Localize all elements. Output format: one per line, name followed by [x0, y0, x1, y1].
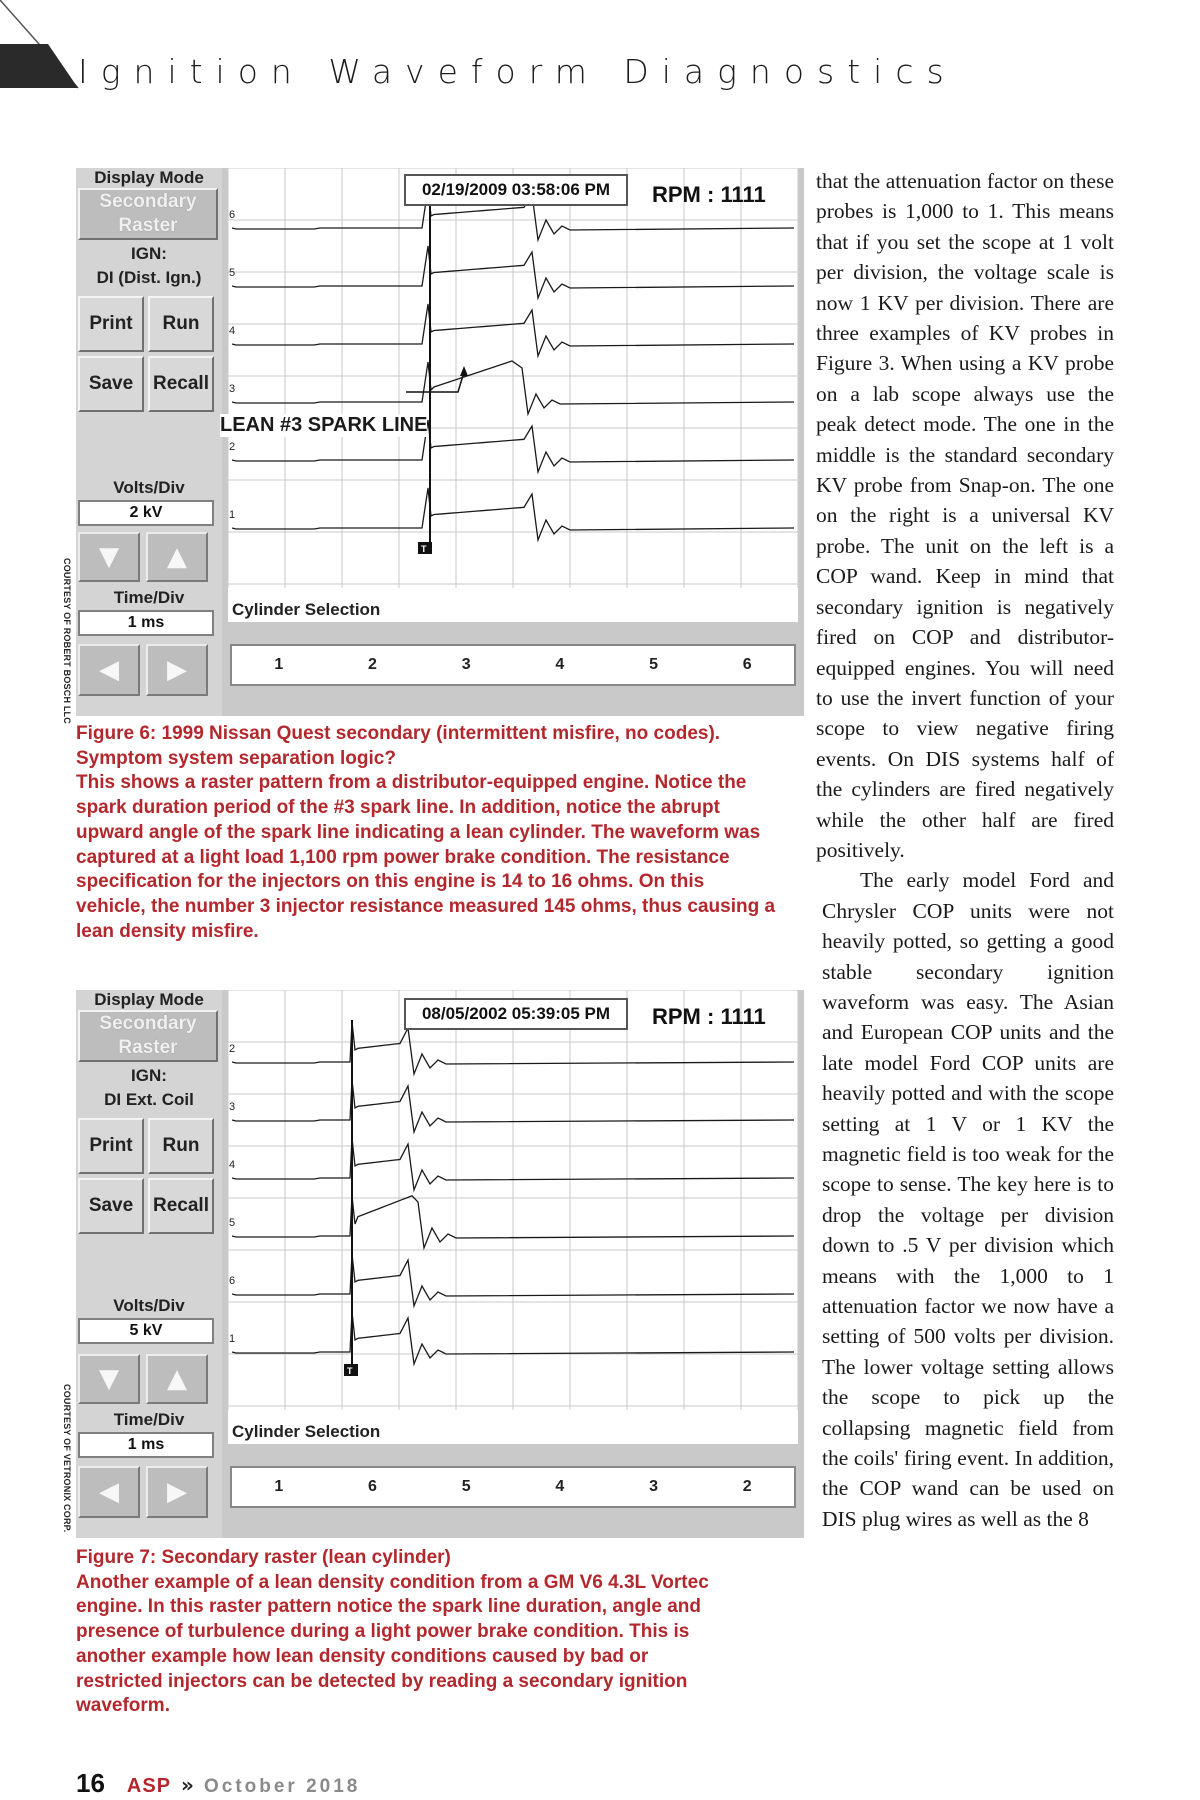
page-footer	[76, 1768, 360, 1799]
figure6-left-arrow-icon: ◀	[99, 655, 119, 685]
figure6-mode-line1: Secondary	[99, 191, 197, 212]
figure7-up-arrow-icon: ▲	[167, 1364, 187, 1394]
figure7-volts-div-label: Volts/Div	[113, 1296, 185, 1315]
figure7-cyl-1[interactable]: 1	[274, 1478, 284, 1495]
figure7-trace-label: 5	[229, 1217, 236, 1229]
figure7-time-left-button[interactable]	[78, 1466, 140, 1518]
figure7-caption	[76, 1546, 716, 1719]
figure6-trace-label: 2	[229, 441, 236, 453]
figure6-time-right-button[interactable]	[146, 644, 208, 696]
body-text-column	[816, 166, 1114, 1534]
figure7-scope-screen	[228, 990, 798, 1444]
figure6-time-div-label: Time/Div	[113, 588, 185, 607]
figure7-mode-line1: Secondary	[99, 1013, 197, 1034]
figure6-print-button[interactable]: Print	[78, 296, 144, 352]
figure6-cyl-5[interactable]: 5	[649, 656, 658, 673]
figure6-trace-label: 1	[229, 509, 236, 521]
figure7-print-button[interactable]: Print	[78, 1118, 144, 1174]
figure6-display-mode-label: Display Mode	[94, 168, 204, 187]
figure7-waveform-svg	[228, 990, 798, 1444]
figure7-cyl-5[interactable]: 5	[461, 1478, 471, 1495]
figure6-time-div-value[interactable]: 1 ms	[78, 610, 214, 636]
figure7-volts-down-button[interactable]	[78, 1354, 140, 1404]
figure6-control-panel	[76, 168, 222, 716]
figure6-trigger-label: T	[421, 544, 427, 554]
figure6-caption-body: This shows a raster pattern from a distributor-equipped engine. Notice the spark duration period of the #3 spark line. In addition, notice the abrupt upward angle of the spark line indicating a lean cylinder. The waveform was captured at a light load 1,100 rpm power brake condition. The resistance specification for the injectors on this engine is 14 to 16 ohms. On this vehicle, the number 3 injector resistance measured 145 ohms, thus causing a lean density misfire.	[76, 772, 776, 942]
figure7-save-button[interactable]: Save	[78, 1178, 144, 1234]
body-paragraph-1: that the attenuation factor on these probes is 1,000 to 1. This means that if you set the scope at 1 volt per division, the voltage scale is now 1 KV per division. There are three examples of KV probes in Figure 3. When using a KV probe on a lab scope always use the peak detect mode. The one in the middle is the standard secondary KV probe from Snap-on. The one on the right is a universal KV probe. The unit on the left is a COP wand. Keep in mind that secondary ignition is negatively fired on COP and distributor-equipped engines. You will need to use the invert function of your scope to view negative firing events. On DIS systems half of the cylinders are fired negatively while the other half are fired positively.	[816, 169, 1114, 862]
figure6-right-arrow-icon: ▶	[167, 655, 187, 685]
figure6-ign-label: IGN:	[131, 244, 167, 263]
figure6-trace-label: 3	[229, 383, 236, 395]
figure6-image	[76, 168, 804, 716]
figure6-up-arrow-icon: ▲	[167, 542, 187, 572]
figure7-cyl-3[interactable]: 3	[649, 1478, 658, 1495]
figure6-time-left-button[interactable]	[78, 644, 140, 696]
figure6-cyl-2[interactable]: 2	[368, 656, 377, 673]
figure6-annotation-arrow	[406, 372, 464, 392]
figure7-cylinder-bar[interactable]	[230, 1466, 796, 1508]
figure7-down-arrow-icon: ▼	[99, 1364, 119, 1394]
figure6-lean-spark-annotation: LEAN #3 SPARK LINE	[220, 414, 428, 436]
figure7-ign-value: DI Ext. Coil	[104, 1090, 194, 1109]
figure7-trace-label: 3	[229, 1101, 236, 1113]
running-header-title: Ignition Waveform Diagnostics	[78, 52, 957, 91]
figure6-volts-div-label: Volts/Div	[113, 478, 185, 497]
body-paragraph-2: The early model Ford and Chrysler COP units were not heavily potted, so getting a good stable secondary ignition waveform was easy. The Asian and European COP units and the late model Ford COP units are heavily potted and with the scope setting at 1 V or 1 KV the magnetic field is too weak for the scope to sense. The key here is to drop the voltage per division down to .5 V per division which means with the 1,000 to 1 attenuation factor we now have a setting of 500 volts per division. The lower voltage setting allows the scope to pick up the collapsing magnetic field from the coils' firing event. In addition, the COP wand can be used on DIS plug wires as well as the 8	[822, 868, 1114, 1531]
figure7-ign-label: IGN:	[131, 1066, 167, 1085]
figure7-volts-div-value[interactable]: 5 kV	[78, 1318, 214, 1344]
figure6-volts-up-button[interactable]	[146, 532, 208, 582]
figure7-cyl-2[interactable]: 2	[742, 1478, 752, 1495]
figure7-display-mode-button[interactable]	[78, 1010, 218, 1062]
figure7-time-div-value[interactable]: 1 ms	[78, 1432, 214, 1458]
figure7-cylinder-selection-label: Cylinder Selection	[232, 1422, 381, 1441]
figure6-trace-label: 4	[229, 325, 236, 337]
figure6-run-button[interactable]: Run	[148, 296, 214, 352]
figure6-trace-label: 5	[229, 267, 236, 279]
footer-separator-icon: »	[181, 1773, 194, 1797]
figure6-courtesy-credit: COURTESY OF ROBERT BOSCH LLC	[62, 558, 72, 724]
figure6-recall-button[interactable]: Recall	[148, 356, 214, 412]
figure6-volts-down-button[interactable]	[78, 532, 140, 582]
figure7-left-arrow-icon: ◀	[99, 1477, 119, 1507]
figure6-down-arrow-icon: ▼	[99, 542, 119, 572]
magazine-name: ASP	[126, 1775, 172, 1797]
figure6-rpm-readout: RPM : 1111	[652, 182, 766, 207]
figure6-mode-line2: Raster	[118, 215, 178, 236]
figure6-cyl-6[interactable]: 6	[742, 656, 752, 673]
figure7-display-mode-label: Display Mode	[94, 990, 204, 1009]
figure7-caption-title: Figure 7: Secondary raster (lean cylinder)	[76, 1547, 451, 1568]
figure7-rpm-readout: RPM : 1111	[652, 1004, 766, 1029]
figure7-time-div-label: Time/Div	[113, 1410, 185, 1429]
figure6-cylinder-bar[interactable]	[230, 644, 796, 686]
figure6-display-mode-button[interactable]	[78, 188, 218, 240]
figure6-cyl-3[interactable]: 3	[461, 656, 471, 673]
figure7-run-button[interactable]: Run	[148, 1118, 214, 1174]
figure6-arrow-head-icon	[460, 366, 468, 376]
figure6-ign-value: DI (Dist. Ign.)	[96, 268, 202, 287]
page-number: 16	[76, 1768, 105, 1798]
figure7-control-panel	[76, 990, 222, 1538]
figure6-volts-div-value[interactable]: 2 kV	[78, 500, 214, 526]
figure7-trace-label: 6	[229, 1275, 236, 1287]
figure6-caption	[76, 722, 776, 944]
figure7-caption-body: Another example of a lean density condition from a GM V6 4.3L Vortec engine. In this raster pattern notice the spark line duration, angle and presence of turbulence during a light power brake condition. This is another example how lean density conditions caused by bad or restricted injectors can be detected by reading a secondary ignition waveform.	[76, 1571, 709, 1717]
figure7-recall-button[interactable]: Recall	[148, 1178, 214, 1234]
figure6-cyl-1[interactable]: 1	[274, 656, 284, 673]
figure6-datetime: 02/19/2009 03:58:06 PM	[404, 174, 628, 206]
figure7-cyl-6[interactable]: 6	[368, 1478, 377, 1495]
header-corner-graphic	[0, 0, 90, 100]
figure6-waveform-svg	[228, 168, 798, 622]
figure6-cyl-4[interactable]: 4	[555, 656, 565, 673]
figure7-cyl-4[interactable]: 4	[555, 1478, 565, 1495]
figure6-cylinder-selection-label: Cylinder Selection	[232, 600, 381, 619]
figure6-trace-label: 6	[229, 209, 236, 221]
figure7-trigger-label: T	[347, 1366, 353, 1376]
figure6-scope-screen	[220, 168, 798, 622]
figure6-save-button[interactable]: Save	[78, 356, 144, 412]
figure7-trace-label: 1	[229, 1333, 236, 1345]
figure7-image	[76, 990, 804, 1538]
figure7-mode-line2: Raster	[118, 1037, 178, 1058]
figure7-time-right-button[interactable]	[146, 1466, 208, 1518]
figure7-datetime: 08/05/2002 05:39:05 PM	[404, 998, 628, 1030]
figure7-trace-label: 2	[229, 1043, 236, 1055]
figure7-right-arrow-icon: ▶	[167, 1477, 187, 1507]
figure7-volts-up-button[interactable]	[146, 1354, 208, 1404]
figure7-courtesy-credit: COURTESY OF VETRONIX CORP.	[62, 1384, 72, 1533]
issue-date: October 2018	[203, 1776, 361, 1797]
figure6-caption-title: Figure 6: 1999 Nissan Quest secondary (intermittent misfire, no codes). Symptom system separation logic?	[76, 723, 721, 769]
figure7-trace-label: 4	[229, 1159, 236, 1171]
